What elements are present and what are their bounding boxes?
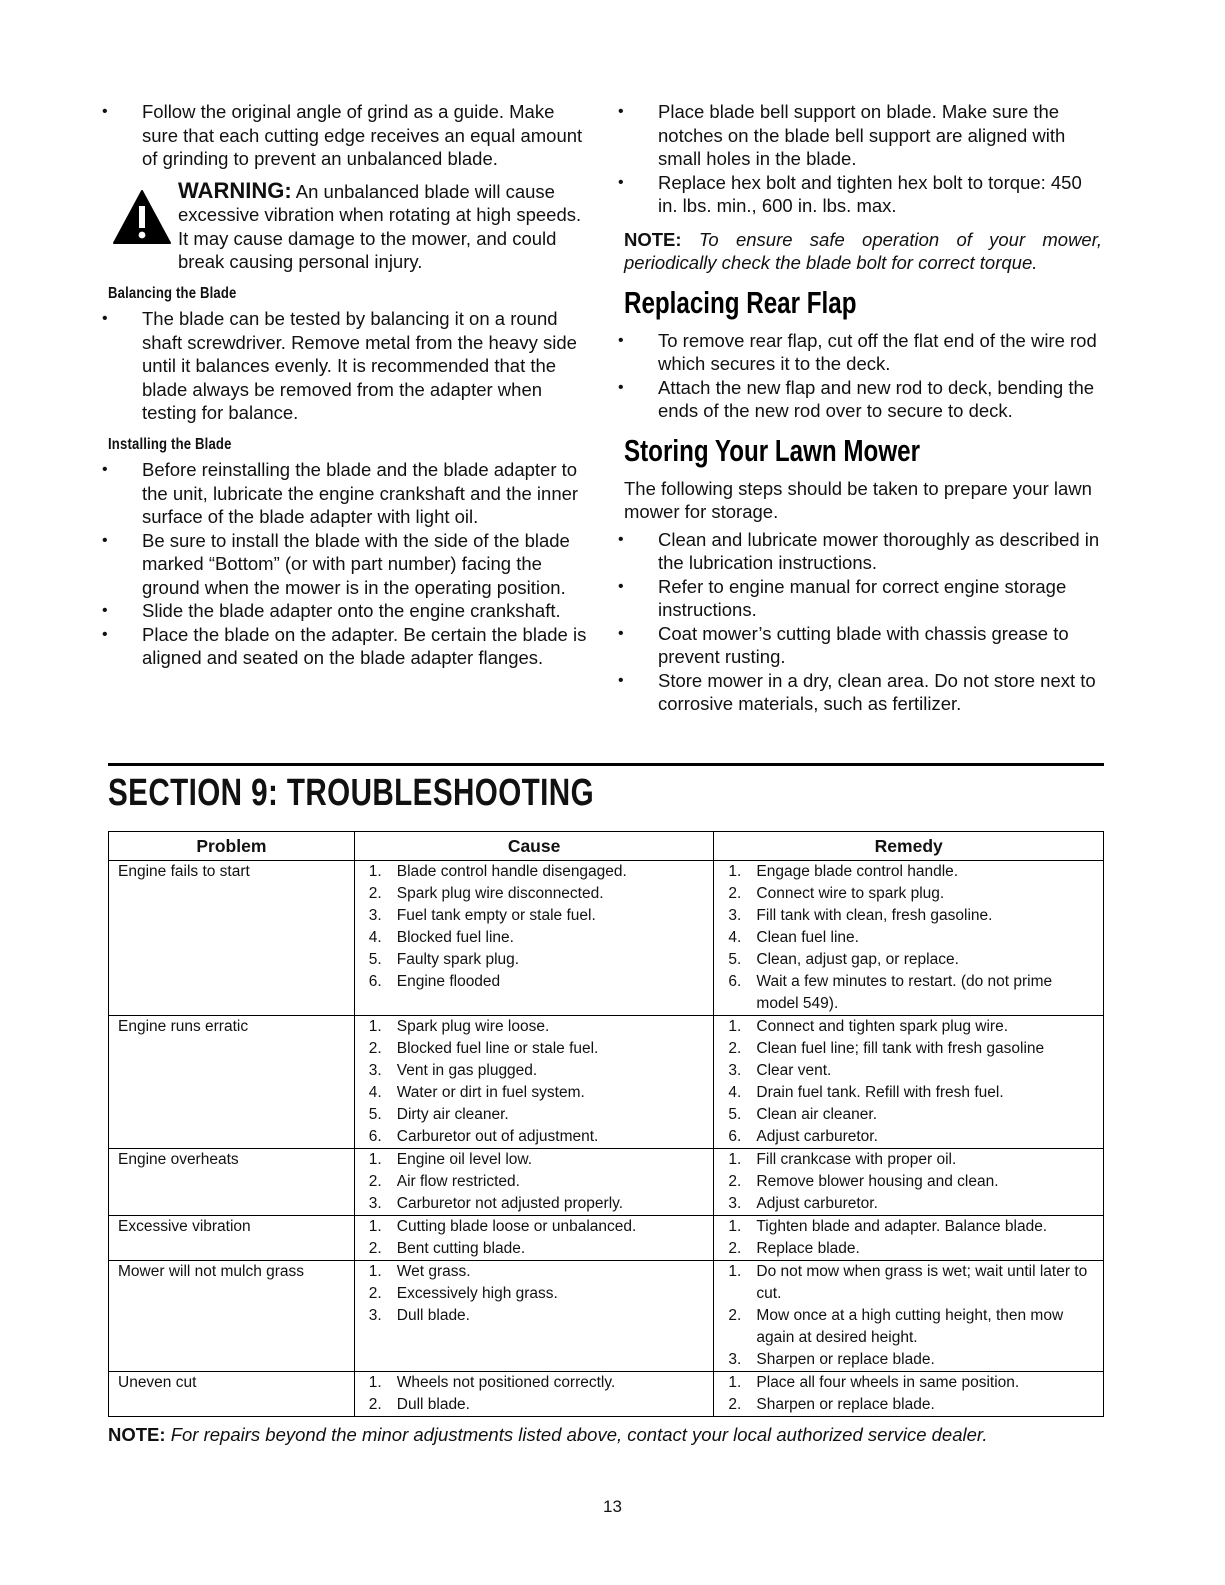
remedy-item bbox=[720, 1238, 1097, 1260]
remedy-item bbox=[720, 1261, 1097, 1305]
table-row bbox=[109, 1016, 1104, 1149]
bullet-item: • Replace hex bolt and tighten hex bolt to torque: 450 in. lbs. min., 600 in. lbs. max. bbox=[624, 171, 1102, 218]
cause-item bbox=[361, 1283, 708, 1305]
cause-item bbox=[361, 1060, 708, 1082]
cause-cell bbox=[354, 1261, 714, 1372]
item-number: 3. bbox=[728, 1195, 742, 1212]
cause-item bbox=[361, 1016, 708, 1038]
remedy-item bbox=[720, 1305, 1097, 1349]
cause-item bbox=[361, 883, 708, 905]
item-text: Clean air cleaner. bbox=[756, 1106, 878, 1123]
remedy-item bbox=[720, 971, 1097, 1015]
remedy-item bbox=[720, 949, 1097, 971]
remedy-item bbox=[720, 1060, 1097, 1082]
item-text: Fill tank with clean, fresh gasoline. bbox=[756, 907, 993, 924]
cause-item bbox=[361, 971, 708, 993]
remedy-cell bbox=[714, 1016, 1104, 1149]
cause-item bbox=[361, 1372, 708, 1394]
item-number: 3. bbox=[368, 1062, 382, 1079]
bullet-item: • Be sure to install the blade with the side of the blade marked “Bottom” (or with part number) facing the ground when the mower is in the operating position. bbox=[108, 529, 588, 600]
cause-item bbox=[361, 905, 708, 927]
item-number: 2. bbox=[368, 1285, 382, 1302]
item-number: 5. bbox=[368, 951, 382, 968]
item-number: 2. bbox=[368, 1040, 382, 1057]
installing-heading: Installing the Blade bbox=[108, 435, 232, 453]
item-number: 1. bbox=[368, 863, 382, 880]
table-body bbox=[109, 861, 1104, 1417]
item-text: Drain fuel tank. Refill with fresh fuel. bbox=[756, 1084, 1004, 1101]
cause-cell bbox=[354, 861, 714, 1016]
remedy-item bbox=[720, 1126, 1097, 1148]
problem-cell: Excessive vibration bbox=[109, 1216, 355, 1261]
cause-item bbox=[361, 861, 708, 883]
cause-item bbox=[361, 1305, 708, 1327]
remedy-item bbox=[720, 905, 1097, 927]
item-number: 3. bbox=[728, 1351, 742, 1368]
item-text: Carburetor not adjusted properly. bbox=[396, 1195, 624, 1212]
installing-bullets bbox=[108, 458, 588, 670]
problem-cell: Engine runs erratic bbox=[109, 1016, 355, 1149]
remedy-cell bbox=[714, 1261, 1104, 1372]
item-text: Sharpen or replace blade. bbox=[756, 1351, 935, 1368]
remedy-cell bbox=[714, 1372, 1104, 1417]
item-number: 2. bbox=[728, 1040, 742, 1057]
remedy-item bbox=[720, 883, 1097, 905]
bullet-item: • Place the blade on the adapter. Be certain the blade is aligned and seated on the blade adapter flanges. bbox=[108, 623, 588, 670]
remedy-item bbox=[720, 1216, 1097, 1238]
item-text: Blocked fuel line or stale fuel. bbox=[396, 1040, 599, 1057]
item-number: 6. bbox=[368, 973, 382, 990]
item-number: 6. bbox=[368, 1128, 382, 1145]
problem-cell: Engine overheats bbox=[109, 1149, 355, 1216]
item-number: 3. bbox=[368, 1307, 382, 1324]
cause-cell bbox=[354, 1216, 714, 1261]
item-number: 2. bbox=[368, 1173, 382, 1190]
item-number: 3. bbox=[368, 1195, 382, 1212]
remedy-item bbox=[720, 1104, 1097, 1126]
remedy-item bbox=[720, 1038, 1097, 1060]
header-remedy: Remedy bbox=[714, 832, 1104, 861]
bottom-note bbox=[108, 1424, 988, 1446]
item-text: Clean fuel line; fill tank with fresh gasoline bbox=[756, 1040, 1045, 1057]
item-number: 6. bbox=[728, 973, 742, 990]
table-row bbox=[109, 1372, 1104, 1417]
item-text: Vent in gas plugged. bbox=[396, 1062, 538, 1079]
cause-item bbox=[361, 1126, 708, 1148]
item-text: Wheels not positioned correctly. bbox=[396, 1374, 616, 1391]
storing-bullets bbox=[624, 528, 1102, 716]
cause-item bbox=[361, 949, 708, 971]
warning-triangle-icon bbox=[112, 189, 172, 245]
cause-item bbox=[361, 1171, 708, 1193]
item-text: Spark plug wire disconnected. bbox=[396, 885, 604, 902]
cause-item bbox=[361, 1038, 708, 1060]
item-number: 2. bbox=[368, 1240, 382, 1257]
item-text: Connect wire to spark plug. bbox=[756, 885, 945, 902]
item-number: 2. bbox=[728, 1396, 742, 1413]
remedy-item bbox=[720, 1349, 1097, 1371]
torque-note bbox=[624, 228, 1102, 275]
item-text: Adjust carburetor. bbox=[756, 1195, 878, 1212]
table-row bbox=[109, 861, 1104, 1016]
cause-item bbox=[361, 927, 708, 949]
item-number: 1. bbox=[368, 1151, 382, 1168]
item-text: Cutting blade loose or unbalanced. bbox=[396, 1218, 637, 1235]
cause-item bbox=[361, 1394, 708, 1416]
remedy-item bbox=[720, 1171, 1097, 1193]
item-text: Remove blower housing and clean. bbox=[756, 1173, 999, 1190]
item-text: Do not mow when grass is wet; wait until later to cut. bbox=[756, 1263, 1088, 1302]
note-text: To ensure safe operation of your mower, periodically check the blade bolt for correct torque. bbox=[624, 228, 1103, 273]
bullet-item: • Place blade bell support on blade. Make sure the notches on the blade bell support are aligned with small holes in the blade. bbox=[624, 100, 1102, 171]
table-row bbox=[109, 1216, 1104, 1261]
item-text: Dull blade. bbox=[396, 1307, 470, 1324]
item-text: Dull blade. bbox=[396, 1396, 470, 1413]
item-text: Carburetor out of adjustment. bbox=[396, 1128, 599, 1145]
problem-cell: Uneven cut bbox=[109, 1372, 355, 1417]
item-number: 2. bbox=[368, 1396, 382, 1413]
table-header-row bbox=[109, 832, 1104, 861]
item-text: Adjust carburetor. bbox=[756, 1128, 878, 1145]
item-text: Place all four wheels in same position. bbox=[756, 1374, 1020, 1391]
rear-flap-heading: Replacing Rear Flap bbox=[624, 284, 857, 320]
rear-flap-bullets bbox=[624, 329, 1102, 423]
item-number: 1. bbox=[728, 1374, 742, 1391]
item-number: 6. bbox=[728, 1128, 742, 1145]
item-text: Clean, adjust gap, or replace. bbox=[756, 951, 959, 968]
item-text: Faulty spark plug. bbox=[396, 951, 520, 968]
item-number: 3. bbox=[728, 907, 742, 924]
item-text: Engage blade control handle. bbox=[756, 863, 959, 880]
item-number: 2. bbox=[728, 1307, 742, 1324]
cause-item bbox=[361, 1238, 708, 1260]
cause-cell bbox=[354, 1016, 714, 1149]
item-number: 5. bbox=[368, 1106, 382, 1123]
remedy-item bbox=[720, 927, 1097, 949]
remedy-item bbox=[720, 1016, 1097, 1038]
item-number: 2. bbox=[368, 885, 382, 902]
remedy-cell bbox=[714, 861, 1104, 1016]
item-number: 4. bbox=[368, 929, 382, 946]
item-text: Blocked fuel line. bbox=[396, 929, 514, 946]
left-column bbox=[108, 100, 588, 670]
header-problem: Problem bbox=[109, 832, 355, 861]
item-text: Air flow restricted. bbox=[396, 1173, 520, 1190]
cause-item bbox=[361, 1261, 708, 1283]
bullet-item: • Attach the new flap and new rod to deck, bending the ends of the new rod over to secure to deck. bbox=[624, 376, 1102, 423]
bullet-item: • Slide the blade adapter onto the engine crankshaft. bbox=[108, 599, 588, 623]
item-text: Sharpen or replace blade. bbox=[756, 1396, 935, 1413]
item-text: Engine oil level low. bbox=[396, 1151, 533, 1168]
cause-cell bbox=[354, 1149, 714, 1216]
storing-heading: Storing Your Lawn Mower bbox=[624, 432, 920, 468]
bullet-item: • Follow the original angle of grind as a guide. Make sure that each cutting edge receives an equal amount of grinding to prevent an unbalanced blade. bbox=[108, 100, 588, 171]
item-number: 1. bbox=[728, 1018, 742, 1035]
cause-item bbox=[361, 1082, 708, 1104]
cause-item bbox=[361, 1193, 708, 1215]
balancing-bullets bbox=[108, 307, 588, 425]
blade-install-bullets bbox=[624, 100, 1102, 218]
item-text: Replace blade. bbox=[756, 1240, 860, 1257]
cause-item bbox=[361, 1104, 708, 1126]
item-number: 1. bbox=[368, 1218, 382, 1235]
bullet-item: • Coat mower’s cutting blade with chassis grease to prevent rusting. bbox=[624, 622, 1102, 669]
item-text: Excessively high grass. bbox=[396, 1285, 558, 1302]
remedy-item bbox=[720, 1394, 1097, 1416]
bullet-item: • To remove rear flap, cut off the flat end of the wire rod which secures it to the deck. bbox=[624, 329, 1102, 376]
item-text: Dirty air cleaner. bbox=[396, 1106, 509, 1123]
item-text: Water or dirt in fuel system. bbox=[396, 1084, 585, 1101]
item-number: 4. bbox=[728, 929, 742, 946]
remedy-item bbox=[720, 1372, 1097, 1394]
cause-item bbox=[361, 1149, 708, 1171]
item-number: 1. bbox=[728, 863, 742, 880]
warning-label: WARNING: bbox=[178, 177, 292, 203]
problem-cell: Engine fails to start bbox=[109, 861, 355, 1016]
problem-cell: Mower will not mulch grass bbox=[109, 1261, 355, 1372]
item-text: Bent cutting blade. bbox=[396, 1240, 526, 1257]
item-text: Wet grass. bbox=[396, 1263, 471, 1280]
item-text: Blade control handle disengaged. bbox=[396, 863, 627, 880]
bullet-item: • Clean and lubricate mower thoroughly as described in the lubrication instructions. bbox=[624, 528, 1102, 575]
item-number: 1. bbox=[728, 1151, 742, 1168]
item-text: Wait a few minutes to restart. (do not prime model 549). bbox=[756, 973, 1053, 1012]
right-column bbox=[624, 100, 1102, 716]
item-number: 2. bbox=[728, 1240, 742, 1257]
item-text: Tighten blade and adapter. Balance blade. bbox=[756, 1218, 1048, 1235]
item-number: 2. bbox=[728, 885, 742, 902]
section-title: SECTION 9: TROUBLESHOOTING bbox=[108, 772, 595, 814]
item-number: 1. bbox=[368, 1374, 382, 1391]
item-text: Connect and tighten spark plug wire. bbox=[756, 1018, 1009, 1035]
item-number: 2. bbox=[728, 1173, 742, 1190]
warning-text: An unbalanced blade will cause excessive vibration when rotating at high speeds. It may cause damage to the mower, and could break causing personal injury. bbox=[178, 180, 582, 272]
item-text: Fill crankcase with proper oil. bbox=[756, 1151, 957, 1168]
storing-intro: The following steps should be taken to prepare your lawn mower for storage. bbox=[624, 477, 1092, 522]
remedy-item bbox=[720, 1149, 1097, 1171]
intro-bullets bbox=[108, 100, 588, 171]
bullet-item: • Before reinstalling the blade and the blade adapter to the unit, lubricate the engine crankshaft and the inner surface of the blade adapter with light oil. bbox=[108, 458, 588, 529]
troubleshooting-table bbox=[108, 831, 1104, 1417]
remedy-cell bbox=[714, 1216, 1104, 1261]
item-number: 5. bbox=[728, 951, 742, 968]
item-number: 1. bbox=[368, 1263, 382, 1280]
item-number: 1. bbox=[368, 1018, 382, 1035]
item-number: 5. bbox=[728, 1106, 742, 1123]
cause-cell bbox=[354, 1372, 714, 1417]
remedy-item bbox=[720, 861, 1097, 883]
item-text: Fuel tank empty or stale fuel. bbox=[396, 907, 596, 924]
remedy-cell bbox=[714, 1149, 1104, 1216]
item-text: Spark plug wire loose. bbox=[396, 1018, 550, 1035]
item-number: 1. bbox=[728, 1218, 742, 1235]
item-text: Clear vent. bbox=[756, 1062, 832, 1079]
balancing-heading: Balancing the Blade bbox=[108, 284, 237, 302]
remedy-item bbox=[720, 1082, 1097, 1104]
header-cause: Cause bbox=[354, 832, 714, 861]
note-label: NOTE: bbox=[624, 228, 682, 250]
item-number: 3. bbox=[368, 907, 382, 924]
bullet-item: • Store mower in a dry, clean area. Do not store next to corrosive materials, such as fertilizer. bbox=[624, 669, 1102, 716]
item-text: Mow once at a high cutting height, then mow again at desired height. bbox=[756, 1307, 1064, 1346]
page-number: 13 bbox=[603, 1497, 622, 1516]
cause-item bbox=[361, 1216, 708, 1238]
table-row bbox=[109, 1149, 1104, 1216]
item-number: 3. bbox=[728, 1062, 742, 1079]
item-number: 4. bbox=[728, 1084, 742, 1101]
item-text: Clean fuel line. bbox=[756, 929, 859, 946]
item-number: 4. bbox=[368, 1084, 382, 1101]
table-row bbox=[109, 1261, 1104, 1372]
bullet-item: • The blade can be tested by balancing it on a round shaft screwdriver. Remove metal from the heavy side until it balances evenly. It is recommended that the blade always be removed from the adapter when testing for balance. bbox=[108, 307, 588, 425]
bullet-item: • Refer to engine manual for correct engine storage instructions. bbox=[624, 575, 1102, 622]
item-number: 1. bbox=[728, 1263, 742, 1280]
remedy-item bbox=[720, 1193, 1097, 1215]
section-divider bbox=[108, 763, 1104, 766]
bottom-note-text: For repairs beyond the minor adjustments listed above, contact your local authorized service dealer. bbox=[170, 1424, 988, 1445]
warning-block bbox=[108, 179, 588, 274]
bottom-note-label: NOTE: bbox=[108, 1424, 166, 1445]
item-text: Engine flooded bbox=[396, 973, 501, 990]
